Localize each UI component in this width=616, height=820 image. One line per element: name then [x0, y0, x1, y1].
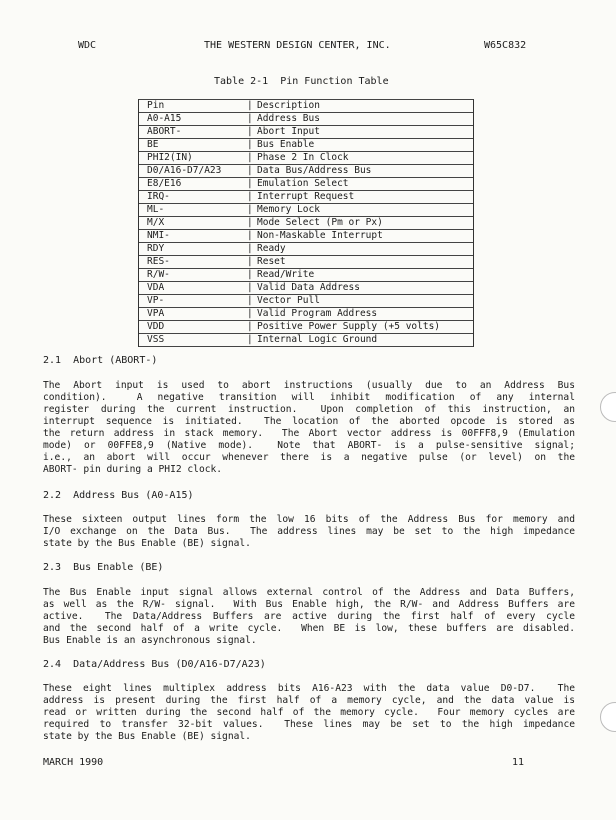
- table-row: [139, 165, 473, 178]
- column-separator: |: [247, 165, 253, 176]
- pin-name-cell: VDA: [147, 282, 165, 293]
- table-row: [139, 295, 473, 308]
- table-row: [139, 152, 473, 165]
- column-separator: |: [247, 269, 253, 280]
- pin-name-cell: M/X: [147, 217, 165, 228]
- table-row: [139, 334, 473, 347]
- table-header-row: [139, 100, 473, 113]
- pin-description-cell: Non-Maskable Interrupt: [257, 230, 383, 241]
- pin-description-cell: Bus Enable: [257, 139, 315, 150]
- column-separator: |: [247, 256, 253, 267]
- table-title: Table 2-1 Pin Function Table: [214, 76, 389, 87]
- pin-description-cell: Ready: [257, 243, 286, 254]
- pin-description-cell: Valid Program Address: [257, 308, 378, 319]
- paragraph-line: active. The Data/Address Buffers are active during the first half of every cycle: [43, 611, 575, 622]
- paragraph-line: I/O exchange on the Data Bus. The address lines may be set to the high impedance: [43, 526, 575, 537]
- pin-name-cell: VSS: [147, 334, 165, 345]
- column-separator: |: [247, 321, 253, 332]
- header-company-name: THE WESTERN DESIGN CENTER, INC.: [204, 40, 391, 51]
- column-separator: |: [247, 113, 253, 124]
- column-separator: |: [247, 100, 253, 111]
- column-separator: |: [247, 204, 253, 215]
- table-row: [139, 126, 473, 139]
- description-column-header: Description: [257, 100, 320, 111]
- paragraph-line: state by the Bus Enable (BE) signal.: [43, 731, 251, 742]
- pin-name-cell: RDY: [147, 243, 165, 254]
- binder-hole-decoration: [600, 702, 616, 732]
- pin-name-cell: E8/E16: [147, 178, 182, 189]
- column-separator: |: [247, 230, 253, 241]
- paragraph-line: state by the Bus Enable (BE) signal.: [43, 538, 251, 549]
- column-separator: |: [247, 217, 253, 228]
- paragraph-line: Bus Enable is an asynchronous signal.: [43, 635, 257, 646]
- section-heading: 2.2 Address Bus (A0-A15): [43, 490, 194, 501]
- table-row: [139, 243, 473, 256]
- section-heading: 2.3 Bus Enable (BE): [43, 562, 164, 573]
- pin-description-cell: Phase 2 In Clock: [257, 152, 349, 163]
- paragraph-line: interrupt sequence is initiated. The location of the aborted opcode is stored as: [43, 416, 575, 427]
- paragraph-line: The Bus Enable input signal allows external control of the Address and Data Buffers,: [43, 587, 575, 598]
- paragraph-line: ABORT- pin during a PHI2 clock.: [43, 464, 223, 475]
- pin-name-cell: PHI2(IN): [147, 152, 193, 163]
- pin-name-cell: IRQ-: [147, 191, 170, 202]
- table-row: [139, 256, 473, 269]
- column-separator: |: [247, 295, 253, 306]
- pin-name-cell: ML-: [147, 204, 165, 215]
- paragraph-line: These sixteen output lines form the low 16 bits of the Address Bus for memory and: [43, 514, 575, 525]
- pin-description-cell: Data Bus/Address Bus: [257, 165, 372, 176]
- pin-name-cell: D0/A16-D7/A23: [147, 165, 222, 176]
- column-separator: |: [247, 243, 253, 254]
- paragraph-line: register during the current instruction. Upon completion of this instruction, an: [43, 404, 575, 415]
- footer-date: MARCH 1990: [43, 757, 104, 768]
- header-company-abbrev: WDC: [78, 40, 97, 51]
- paragraph-line: i.e., an abort will occur whenever there is a negative pulse (or level) on the: [43, 452, 575, 463]
- paragraph-line: The Abort input is used to abort instructions (usually due to an Address Bus: [43, 380, 575, 391]
- paragraph-line: These eight lines multiplex address bits A16-A23 with the data value D0-D7. The: [43, 683, 575, 694]
- table-row: [139, 321, 473, 334]
- table-row: [139, 139, 473, 152]
- pin-name-cell: R/W-: [147, 269, 170, 280]
- table-row: [139, 191, 473, 204]
- pin-description-cell: Emulation Select: [257, 178, 349, 189]
- column-separator: |: [247, 152, 253, 163]
- table-row: [139, 204, 473, 217]
- paragraph-line: address is present during the first half of a memory cycle, and the data value is: [43, 695, 575, 706]
- pin-name-cell: RES-: [147, 256, 170, 267]
- column-separator: |: [247, 126, 253, 137]
- table-row: [139, 113, 473, 126]
- pin-description-cell: Abort Input: [257, 126, 320, 137]
- paragraph-line: read or written during the second half of the memory cycle. Four memory cycles are: [43, 707, 575, 718]
- pin-name-cell: VPA: [147, 308, 165, 319]
- paragraph-line: condition). A negative transition will inhibit modification of any internal: [43, 392, 575, 403]
- column-separator: |: [247, 282, 253, 293]
- section-paragraph: [43, 514, 575, 550]
- pin-function-table: [138, 99, 474, 347]
- section-heading: 2.1 Abort (ABORT-): [43, 355, 158, 366]
- pin-column-header: Pin: [147, 100, 165, 111]
- pin-name-cell: BE: [147, 139, 159, 150]
- pin-description-cell: Vector Pull: [257, 295, 320, 306]
- pin-name-cell: VDD: [147, 321, 165, 332]
- section-paragraph: [43, 587, 575, 647]
- pin-description-cell: Read/Write: [257, 269, 315, 280]
- pin-name-cell: VP-: [147, 295, 165, 306]
- table-row: [139, 217, 473, 230]
- table-row: [139, 308, 473, 321]
- section-paragraph: [43, 683, 575, 743]
- pin-description-cell: Internal Logic Ground: [257, 334, 378, 345]
- column-separator: |: [247, 308, 253, 319]
- page-number: 11: [512, 757, 525, 768]
- pin-description-cell: Positive Power Supply (+5 volts): [257, 321, 441, 332]
- pin-description-cell: Memory Lock: [257, 204, 320, 215]
- paragraph-line: as well as the R/W- signal. With Bus Enable high, the R/W- and Address Buffers are: [43, 599, 575, 610]
- column-separator: |: [247, 191, 253, 202]
- pin-description-cell: Valid Data Address: [257, 282, 360, 293]
- pin-name-cell: A0-A15: [147, 113, 182, 124]
- pin-description-cell: Address Bus: [257, 113, 320, 124]
- column-separator: |: [247, 139, 253, 150]
- table-row: [139, 282, 473, 295]
- pin-name-cell: NMI-: [147, 230, 170, 241]
- pin-description-cell: Interrupt Request: [257, 191, 355, 202]
- table-row: [139, 178, 473, 191]
- paragraph-line: mode) or 00FFE8,9 (Native mode). Note that ABORT- is a pulse-sensitive signal;: [43, 440, 575, 451]
- column-separator: |: [247, 334, 253, 345]
- pin-name-cell: ABORT-: [147, 126, 182, 137]
- header-part-number: W65C832: [484, 40, 527, 51]
- section-paragraph: [43, 380, 575, 476]
- table-row: [139, 269, 473, 282]
- pin-description-cell: Mode Select (Pm or Px): [257, 217, 383, 228]
- pin-description-cell: Reset: [257, 256, 286, 267]
- section-heading: 2.4 Data/Address Bus (D0/A16-D7/A23): [43, 659, 266, 670]
- paragraph-line: the return address in stack memory. The Abort vector address is 00FFF8,9 (Emulation: [43, 428, 575, 439]
- table-row: [139, 230, 473, 243]
- paragraph-line: required to transfer 32-bit values. These lines may be set to the high impedance: [43, 719, 575, 730]
- column-separator: |: [247, 178, 253, 189]
- paragraph-line: and the second half of a write cycle. When BE is low, these buffers are disabled.: [43, 623, 575, 634]
- binder-hole-decoration: [600, 392, 616, 422]
